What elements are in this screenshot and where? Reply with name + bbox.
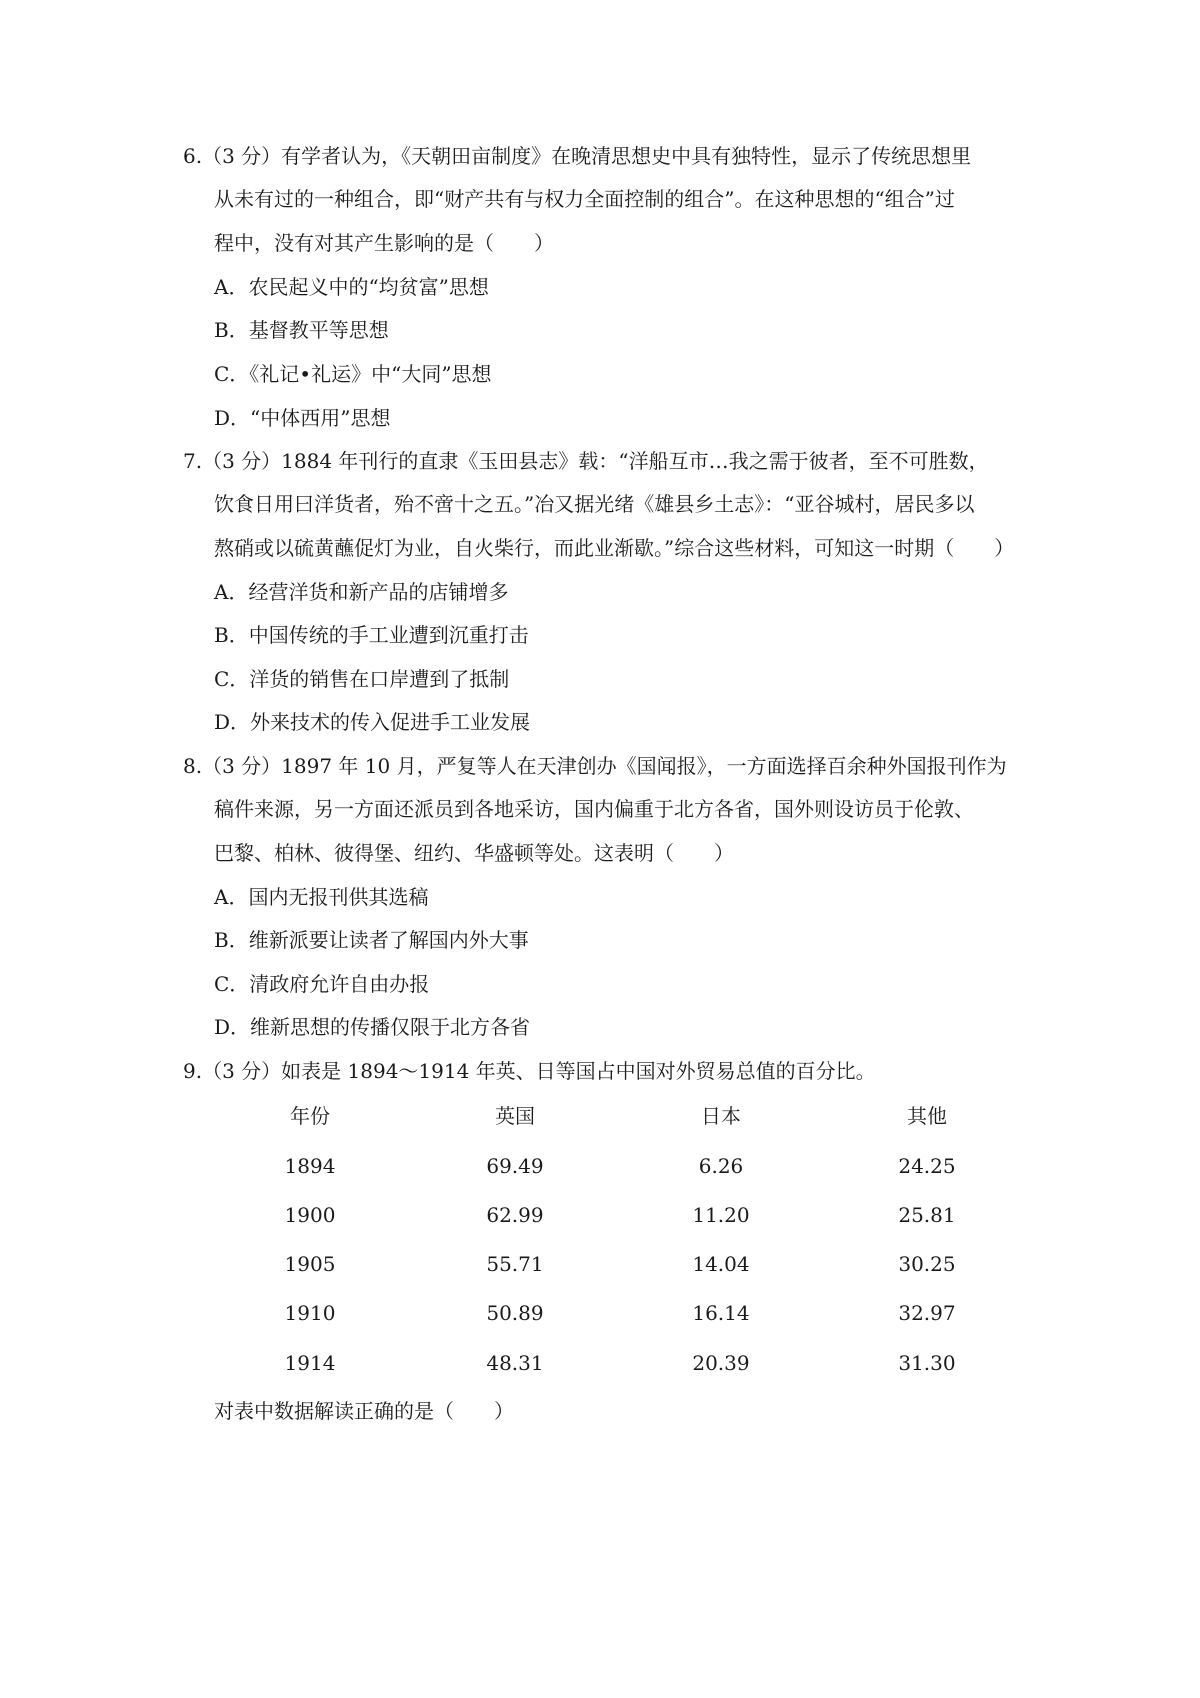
table-cell-other: 24.25: [898, 1154, 956, 1178]
table-cell-year: 1910: [284, 1301, 336, 1325]
question-7-option-a[interactable]: A．经营洋货和新产品的店铺增多: [214, 580, 509, 604]
table-cell-britain: 55.71: [486, 1252, 544, 1276]
table-cell-britain: 48.31: [486, 1351, 544, 1375]
table-header-britain: 英国: [495, 1104, 535, 1128]
table-cell-japan: 11.20: [692, 1203, 750, 1227]
question-7-option-c[interactable]: C．洋货的销售在口岸遭到了抵制: [214, 667, 510, 691]
question-6-option-c[interactable]: C．《礼记•礼运》中“大同”思想: [214, 362, 492, 386]
table-cell-other: 31.30: [898, 1351, 956, 1375]
question-8-stem-line-1: 8.（3 分）1897 年 10 月，严复等人在天津创办《国闻报》，一方面选择百余种外国报刊作为: [183, 754, 1007, 778]
question-8-option-c[interactable]: C．清政府允许自由办报: [214, 972, 430, 996]
question-8-option-a[interactable]: A．国内无报刊供其选稿: [214, 885, 429, 909]
question-7-option-d[interactable]: D．外来技术的传入促进手工业发展: [214, 710, 531, 734]
table-cell-japan: 20.39: [692, 1351, 750, 1375]
table-cell-other: 25.81: [898, 1203, 956, 1227]
question-8-option-b[interactable]: B．维新派要让读者了解国内外大事: [214, 928, 529, 952]
table-cell-japan: 6.26: [698, 1154, 744, 1178]
table-cell-year: 1894: [284, 1154, 336, 1178]
question-6-stem-line-3: 程中，没有对其产生影响的是（ ）: [214, 231, 554, 255]
table-cell-other: 32.97: [898, 1301, 956, 1325]
table-cell-britain: 62.99: [486, 1203, 544, 1227]
table-cell-britain: 50.89: [486, 1301, 544, 1325]
table-header-year: 年份: [290, 1104, 330, 1128]
table-cell-japan: 14.04: [692, 1252, 750, 1276]
table-header-japan: 日本: [701, 1104, 741, 1128]
question-7-stem-line-2: 饮食日用曰洋货者，殆不啻十之五。”冶又据光绪《雄县乡土志》：“亚谷城村，居民多以: [214, 492, 975, 516]
table-cell-other: 30.25: [898, 1252, 956, 1276]
question-6-option-b[interactable]: B．基督教平等思想: [214, 318, 389, 342]
question-6-stem-line-1: 6.（3 分）有学者认为，《天朝田亩制度》在晚清思想史中具有独特性，显示了传统思想里: [183, 144, 972, 168]
question-7-stem-line-1: 7.（3 分）1884 年刊行的直隶《玉田县志》载：“洋船互市…我之需于彼者，至不可胜数，: [183, 449, 989, 473]
table-header-other: 其他: [907, 1104, 947, 1128]
question-8-stem-line-3: 巴黎、柏林、彼得堡、纽约、华盛顿等处。这表明（ ）: [214, 841, 734, 865]
question-6-stem-line-2: 从未有过的一种组合，即“财产共有与权力全面控制的组合”。在这种思想的“组合”过: [214, 187, 955, 211]
question-6-option-a[interactable]: A．农民起义中的“均贫富”思想: [214, 275, 489, 299]
table-cell-year: 1900: [284, 1203, 336, 1227]
table-cell-britain: 69.49: [486, 1154, 544, 1178]
question-9-followup: 对表中数据解读正确的是（ ）: [214, 1399, 514, 1423]
table-cell-year: 1914: [284, 1351, 336, 1375]
question-7-option-b[interactable]: B．中国传统的手工业遭到沉重打击: [214, 623, 529, 647]
table-cell-year: 1905: [284, 1252, 336, 1276]
question-8-option-d[interactable]: D．维新思想的传播仅限于北方各省: [214, 1015, 531, 1039]
table-cell-japan: 16.14: [692, 1301, 750, 1325]
question-6-option-d[interactable]: D．“中体西用”思想: [214, 406, 391, 430]
question-7-stem-line-3: 熬硝或以硫黄蘸促灯为业，自火柴行，而此业渐歇。”综合这些材料，可知这一时期（ ）: [214, 536, 1015, 560]
question-8-stem-line-2: 稿件来源，另一方面还派员到各地采访，国内偏重于北方各省，国外则设访员于伦敦、: [214, 797, 974, 821]
question-9-stem-line-1: 9.（3 分）如表是 1894～1914 年英、日等国占中国对外贸易总值的百分比。: [183, 1059, 876, 1083]
